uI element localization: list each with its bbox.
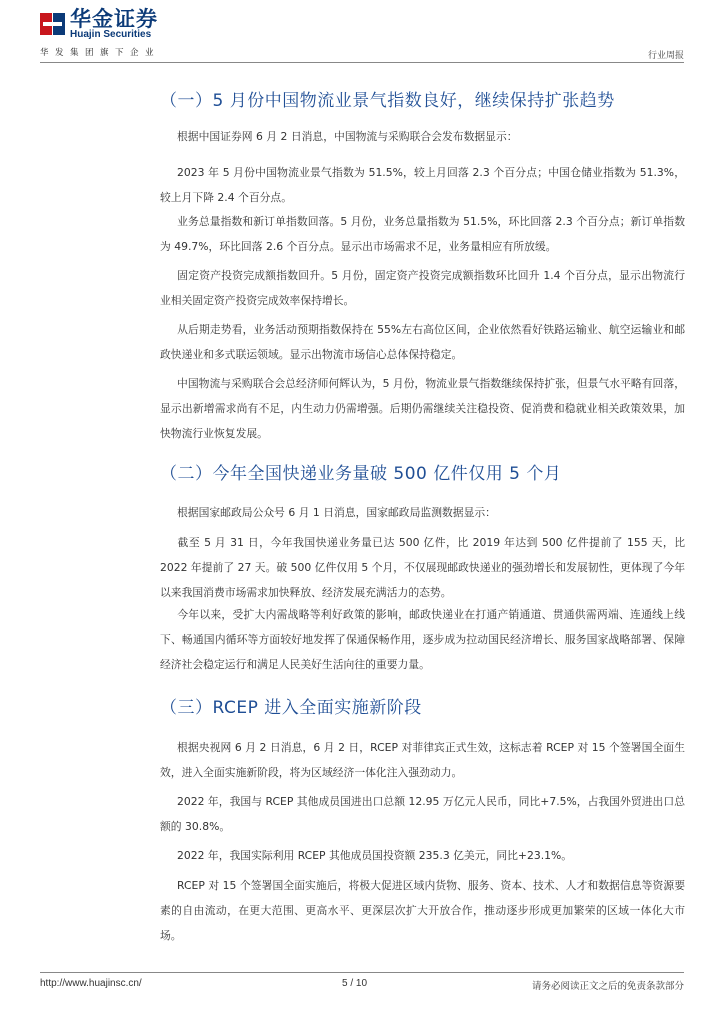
section-1-paragraph: 中国物流与采购联合会总经济师何辉认为，5 月份，物流业景气指数继续保持扩张，但景气水平略有回落，显示出新增需求尚有不足，内生动力仍需增强。后期仍需继续关注稳投资、促消费和稳就业相关政策效果，加快物流行业恢复发展。 [160,377,685,440]
document-type: 行业周报 [647,51,684,61]
brand-name-cn: 华金证券 [70,7,158,31]
section-3-paragraph: 根据央视网 6 月 2 日消息，6 月 2 日，RCEP 对菲律宾正式生效，这标志着 RCEP 对 15 个签署国全面生效，进入全面实施新阶段，将为区域经济一体化注入强劲动力。 [160,741,685,779]
page-number: 5 / 10 [342,978,368,989]
section-1-paragraph: 根据中国证券网 6 月 2 日消息，中国物流与采购联合会发布数据显示： [177,130,518,143]
section-3-paragraph: RCEP 对 15 个签署国全面实施后，将极大促进区域内货物、服务、资本、技术、人才和数据信息等资源要素的自由流动，在更大范围、更高水平、更深层次扩大开放合作，推动逐步形成更加繁荣的区域一体化大市场。 [160,879,685,942]
huajin-logo-icon [40,11,66,37]
section-title-logistics-index: （一）5 月份中国物流业景气指数良好，继续保持扩张趋势 [160,91,615,111]
section-3-paragraph: 2022 年，我国与 RCEP 其他成员国进出口总额 12.95 万亿元人民币，同比+7.5%，占我国外贸进出口总额的 30.8%。 [160,795,685,833]
brand-tagline: 华发集团旗下企业 [40,48,161,58]
footer-website-link[interactable]: http://www.huajinsc.cn/ [40,978,142,989]
section-3-paragraph: 2022 年，我国实际利用 RCEP 其他成员国投资额 235.3 亿美元，同比+23.1%。 [177,849,573,862]
section-title-rcep: （三）RCEP 进入全面实施新阶段 [160,698,422,718]
section-1-paragraph: 业务总量指数和新订单指数回落。5 月份，业务总量指数为 51.5%，环比回落 2.3 个百分点；新订单指数为 49.7%，环比回落 2.6 个百分点。显示出市场需求不足，业务量相应有所放缓。 [160,215,685,253]
footer-divider [40,972,684,973]
section-2-paragraph: 根据国家邮政局公众号 6 月 1 日消息，国家邮政局监测数据显示： [177,506,496,519]
brand-name-en: Huajin Securities [70,29,152,40]
disclaimer-note: 请务必阅读正文之后的免责条款部分 [531,981,684,992]
brand-logo [40,8,158,40]
header-divider [40,62,684,63]
section-2-paragraph: 今年以来，受扩大内需战略等利好政策的影响，邮政快递业在打通产销通道、贯通供需两端、连通线上线下、畅通国内循环等方面较好地发挥了保通保畅作用，逐步成为拉动国民经济增长、服务国家战略部署、保障经济社会稳定运行和满足人民美好生活向往的重要力量。 [160,608,685,671]
section-2-paragraph: 截至 5 月 31 日，今年我国快递业务量已达 500 亿件，比 2019 年达到 500 亿件提前了 155 天，比 2022 年提前了 27 天。破 500 亿件仅用 5 个月，不仅展现邮政快递业的强劲增长和发展韧性，更体现了今年以来我国消费市场需求加快释放、经济发展充满活力的态势。 [160,536,685,599]
section-title-express-delivery: （二）今年全国快递业务量破 500 亿件仅用 5 个月 [160,464,562,484]
section-1-paragraph: 2023 年 5 月份中国物流业景气指数为 51.5%，较上月回落 2.3 个百分点；中国仓储业指数为 51.3%，较上月下降 2.4 个百分点。 [160,166,685,204]
page-header [40,8,684,66]
section-1-paragraph: 固定资产投资完成额指数回升。5 月份，固定资产投资完成额指数环比回升 1.4 个百分点，显示出物流行业相关固定资产投资完成效率保持增长。 [160,269,685,307]
section-1-paragraph: 从后期走势看，业务活动预期指数保持在 55%左右高位区间，企业依然看好铁路运输业、航空运输业和邮政快递业和多式联运领域。显示出物流市场信心总体保持稳定。 [160,323,685,361]
